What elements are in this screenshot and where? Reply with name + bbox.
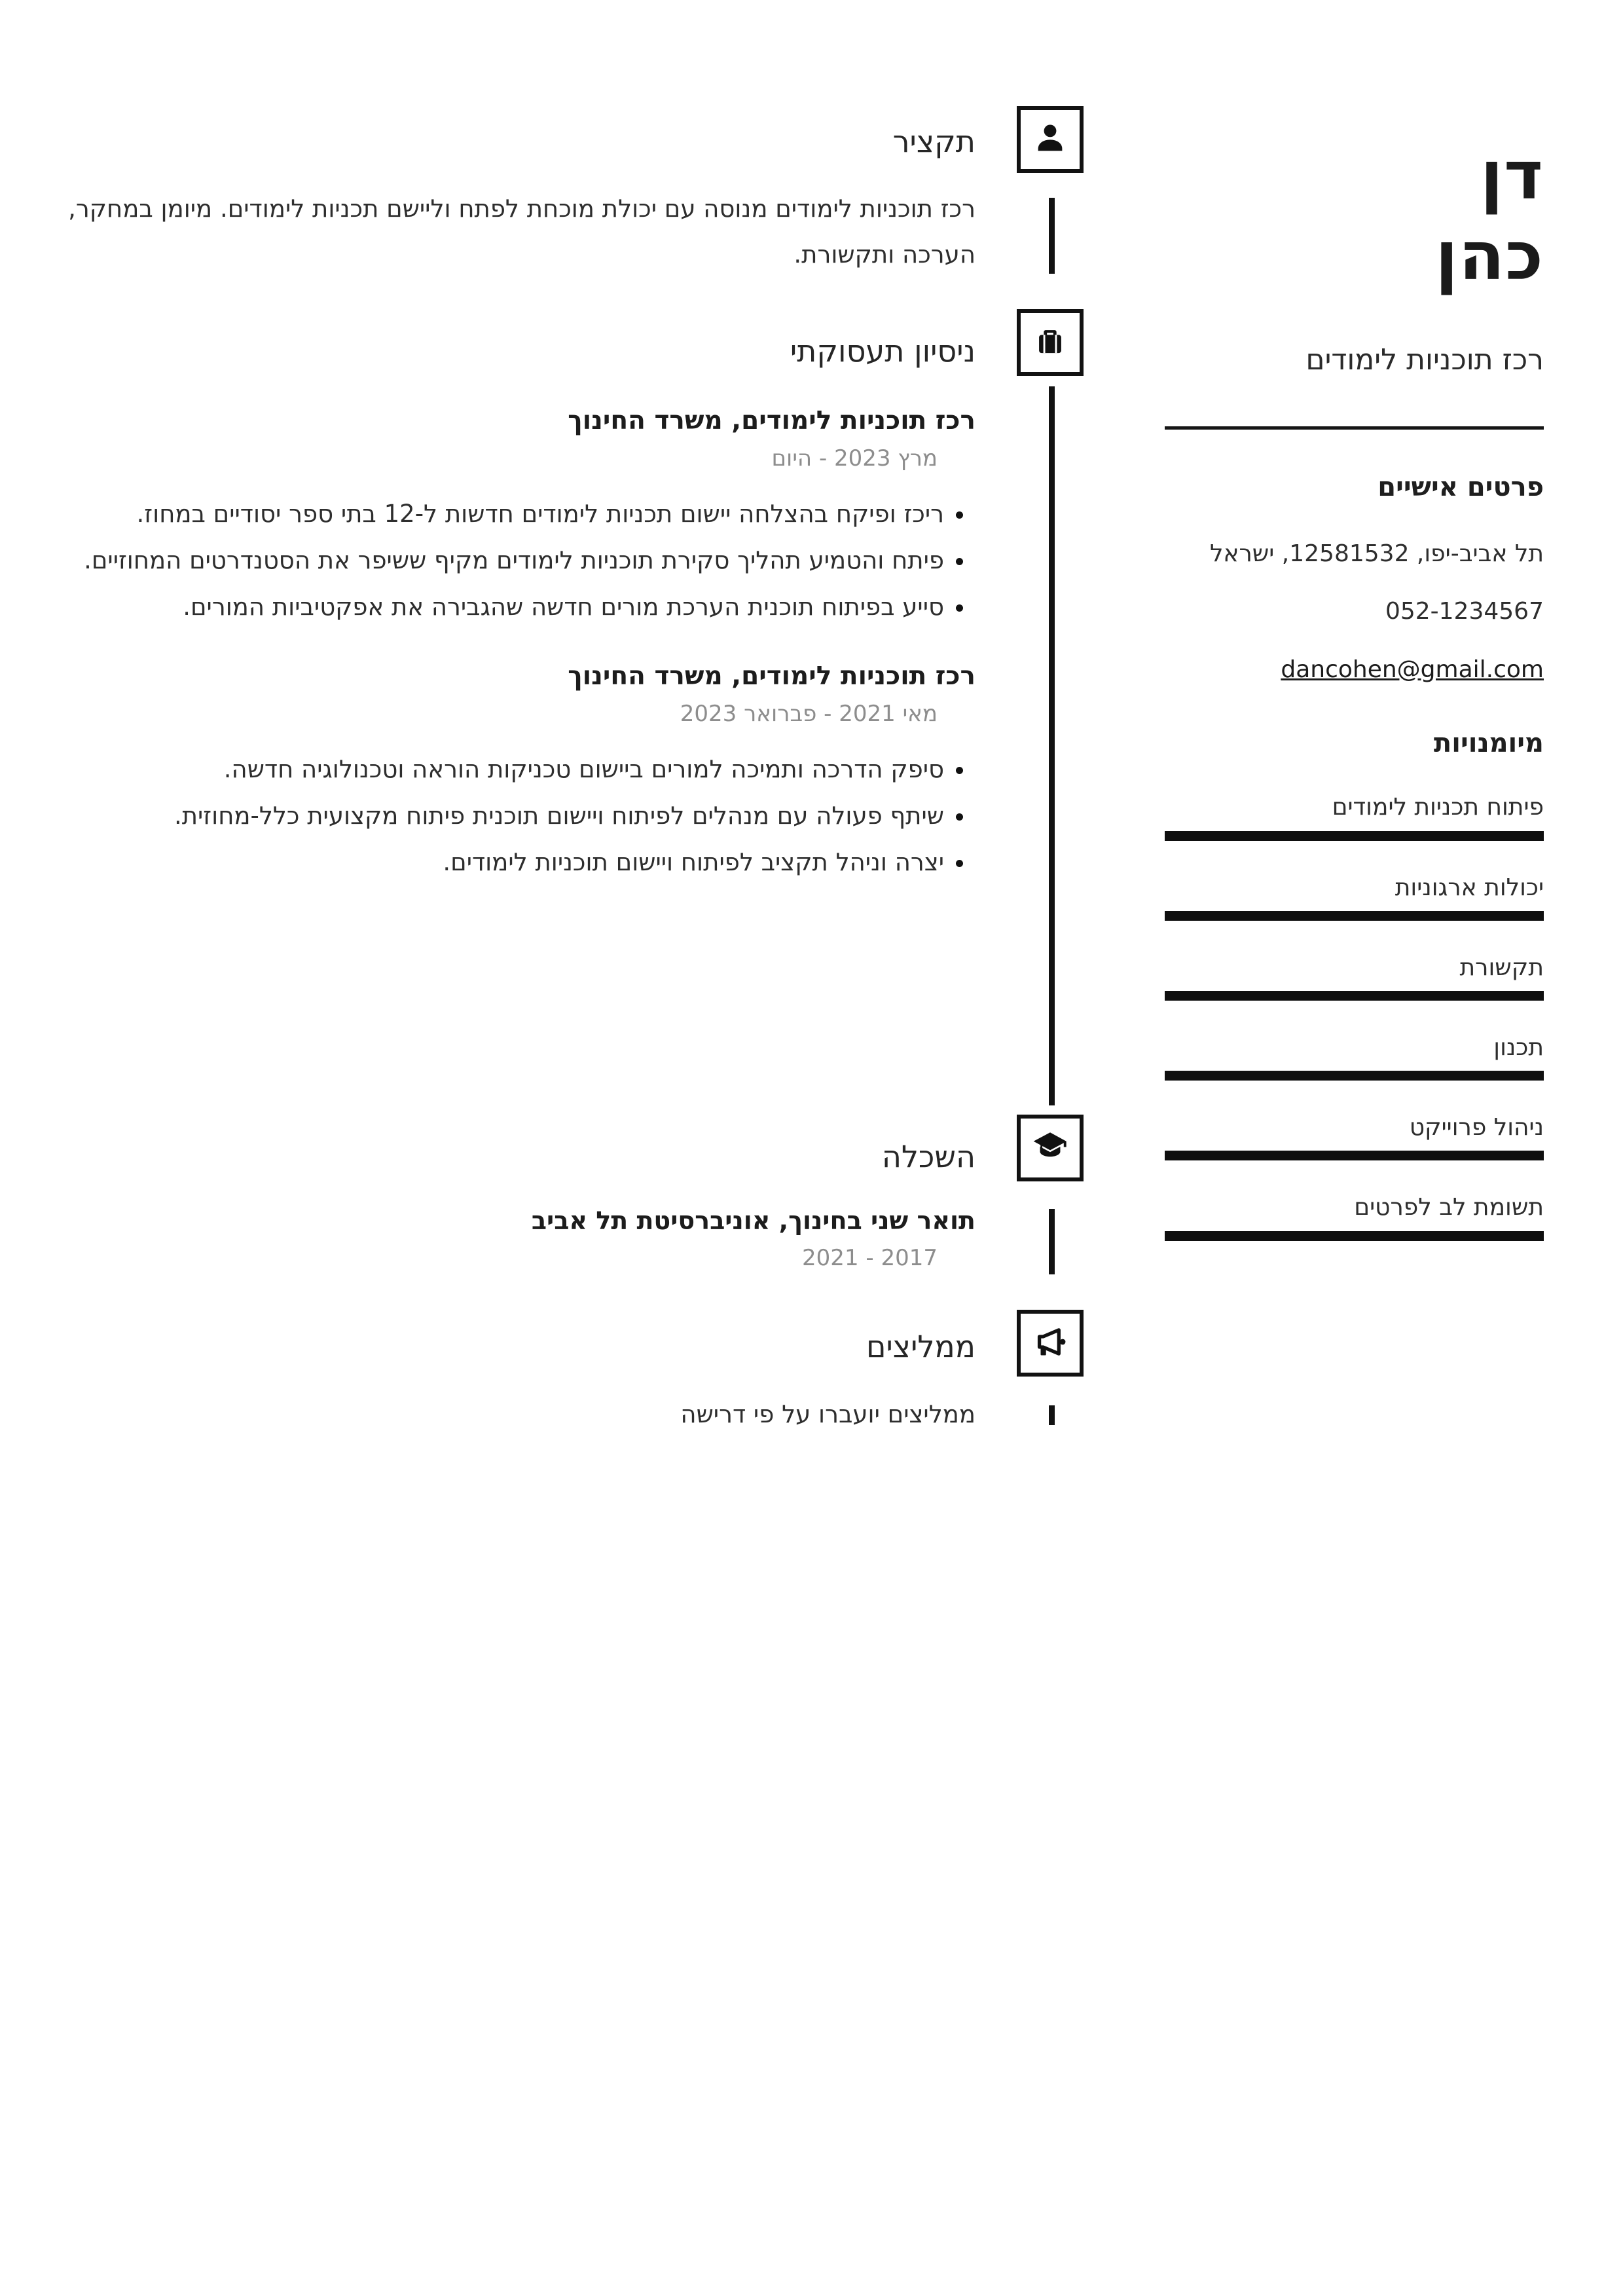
- person-icon: [1031, 119, 1069, 160]
- candidate-name: [1165, 136, 1544, 297]
- skill-label: פיתוח תכניות לימודים: [1332, 794, 1544, 821]
- skill-bar-track: [1165, 1071, 1544, 1081]
- megaphone-icon: [1031, 1323, 1069, 1363]
- education-header: השכלה: [881, 1139, 976, 1175]
- degree-title: תואר שני בחינוך, אוניברסיטת תל אביב: [531, 1206, 976, 1235]
- education-section: [62, 1113, 976, 1272]
- phone-number: 052-1234567: [1385, 598, 1544, 625]
- skill-item: [1165, 1193, 1544, 1240]
- personal-details-header: פרטים אישיים: [1377, 472, 1544, 502]
- skill-label: תשומת לב לפרטים: [1354, 1194, 1544, 1221]
- job-dates: מרץ 2023 - היום: [771, 445, 938, 472]
- bullet-item: • סייע בפיתוח תוכנית הערכת מורים חדשה שהגבירה את אפקטיביות המורים.: [62, 583, 944, 630]
- skill-bar: [1165, 1231, 1544, 1241]
- job-entry: [62, 405, 976, 630]
- job-dates: מאי 2021 - פברואר 2023: [680, 701, 938, 728]
- skill-item: [1165, 954, 1544, 1001]
- references-section: [62, 1303, 976, 1432]
- timeline-line: [1049, 198, 1055, 274]
- sidebar: [1165, 92, 1544, 1241]
- education-icon-box: [1017, 1115, 1084, 1181]
- summary-icon-box: [1017, 106, 1084, 173]
- summary-header: תקציר: [892, 124, 976, 160]
- graduation-cap-icon: [1031, 1128, 1069, 1168]
- skill-label: יכולות ארגוניות: [1395, 874, 1544, 901]
- job-bullet-list: [62, 491, 976, 630]
- email-link[interactable]: dancohen@gmail.com: [1281, 656, 1544, 683]
- email-row: [1165, 654, 1544, 686]
- first-name: דן: [1480, 137, 1544, 215]
- skill-bar-track: [1165, 1231, 1544, 1241]
- skill-bar-track: [1165, 831, 1544, 841]
- bullet-item: • ריכז ופיקח בהצלחה יישום תכניות לימודים חדשות ל-12 בתי ספר יסודיים במחוז.: [62, 491, 944, 537]
- skill-item: [1165, 874, 1544, 921]
- summary-section: [62, 98, 976, 302]
- briefcase-icon: [1031, 322, 1069, 363]
- experience-icon-box: [1017, 309, 1084, 376]
- references-header: ממליצים: [866, 1329, 976, 1365]
- skill-item: [1165, 1033, 1544, 1081]
- candidate-job-title: רכז תוכניות לימודים: [1305, 343, 1544, 377]
- skill-bar: [1165, 991, 1544, 1001]
- skill-bar-track: [1165, 991, 1544, 1001]
- skill-bar: [1165, 1071, 1544, 1081]
- summary-text: רכז תוכניות לימודים מנוסה עם יכולת מוכחת לפתח וליישם תכניות לימודים. מיומן במחקר, הערכה ותקשורת.: [68, 194, 976, 269]
- experience-header: ניסיון תעסוקתי: [790, 333, 976, 369]
- education-dates: 2017 - 2021: [802, 1245, 938, 1272]
- timeline-line: [1049, 386, 1055, 1105]
- skills-header: מיומנויות: [1433, 728, 1544, 759]
- job-entry: [62, 660, 976, 885]
- skill-label: תכנון: [1493, 1033, 1544, 1061]
- skill-label: תקשורת: [1459, 954, 1544, 981]
- last-name: כהן: [1435, 217, 1544, 295]
- job-bullet-list: [62, 746, 976, 885]
- sidebar-divider: [1165, 426, 1544, 430]
- skill-item: [1165, 793, 1544, 840]
- references-text: ממליצים יועברו על פי דרישה: [680, 1399, 976, 1428]
- skill-bar: [1165, 831, 1544, 841]
- timeline-line: [1049, 1209, 1055, 1274]
- skill-item: [1165, 1113, 1544, 1160]
- references-icon-box: [1017, 1310, 1084, 1377]
- address: תל אביב-יפו, 12581532, ישראל: [1209, 540, 1544, 567]
- experience-section: [62, 308, 976, 885]
- job-title: רכז תוכניות לימודים, משרד החינוך: [568, 405, 976, 435]
- job-title: רכז תוכניות לימודים, משרד החינוך: [568, 661, 976, 691]
- skill-bar: [1165, 1151, 1544, 1160]
- skill-bar-track: [1165, 911, 1544, 921]
- skill-label: ניהול פרוייקט: [1409, 1114, 1544, 1141]
- bullet-item: • סיפק הדרכה ותמיכה למורים ביישום טכניקות הוראה וטכנולוגיה חדשה.: [62, 746, 944, 792]
- skill-bar-track: [1165, 1151, 1544, 1160]
- skill-bar: [1165, 911, 1544, 921]
- timeline-line: [1049, 1405, 1055, 1425]
- bullet-item: • יצרה וניהל תקציב לפיתוח ויישום תוכניות לימודים.: [62, 839, 944, 885]
- bullet-item: • פיתח והטמיע תהליך סקירת תוכניות לימודים מקיף ששיפר את הסטנדרטים המחוזיים.: [62, 537, 944, 583]
- bullet-item: • שיתף פעולה עם מנהלים לפיתוח ויישום תוכנית פיתוח מקצועית כלל-מחוזית.: [62, 792, 944, 839]
